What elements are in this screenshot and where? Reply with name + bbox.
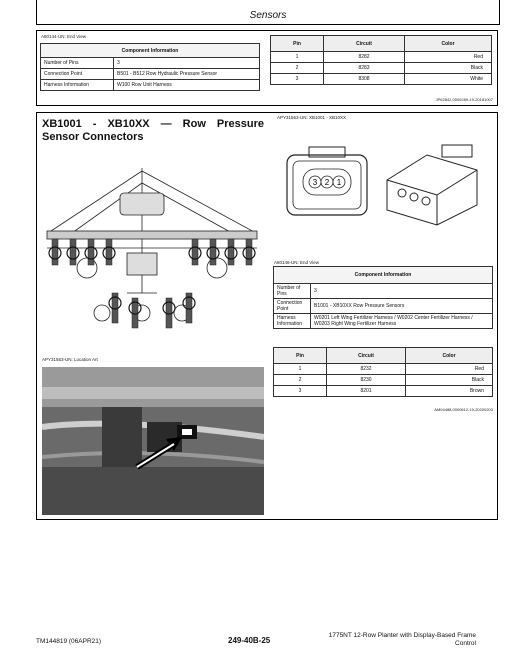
header-frame [36,0,500,25]
table-row: Connection Point B501 - B512 Row Hydraulic Pressure Sensor [41,69,260,80]
table-row: 1 8282 Red [271,52,492,63]
table-row: Harness Information W0201 Left Wing Fertilizer Harness / W0202 Center Fertilizer Harness / W0203 Right Wing Fertilizer Harness [274,314,493,329]
planter-illustration [42,153,262,338]
pin-label: 2 [324,178,330,187]
footer-doc-id: TM144819 (06APR21) [36,638,102,645]
table-row: 3 8308 White [271,74,492,85]
table-title: Component Information [41,44,260,58]
location-photo [42,367,264,515]
component-info-table [273,266,493,329]
table-row: 2 8283 Black [271,63,492,74]
connector-image-label: APY31563-UN: XB1001 - XB10XX [277,115,347,120]
pin-table: Pin Circuit Color 1 8282 Red 2 8283 Black 3 8308 White [270,35,492,85]
component-info-table [40,43,260,91]
page-title: Sensors [249,10,287,21]
pin-label: 1 [336,178,342,187]
figure-label: A80144-UN: End View [41,34,86,39]
table-row: 3 8201 Brown [274,386,493,397]
table-title: Component Information [274,267,493,284]
connector-end-view-image [277,125,497,233]
section-row-pressure-sensor-connectors [36,112,498,520]
table-row: 2 8230 Black [274,375,493,386]
table-row: 1 8232 Red [274,364,493,375]
footer-product: 1775NT 12-Row Planter with Display-Based Frame Control [328,632,476,647]
pin-label: 3 [312,178,318,187]
pin-table: Pin Circuit Color 1 8232 Red 2 8230 Black 3 8201 Brown [273,347,493,397]
section-heading: XB1001 - XB10XX — Row Pressure Sensor Connectors [42,118,264,143]
footer-page-number: 249-40B-25 [228,636,271,645]
table-row: Number of Pins 3 [274,284,493,299]
table-row: Number of Pins 3 [41,58,260,69]
reference-code: AM04488,0000612-19-20200203 [434,407,493,412]
table-row: Harness Information W100 Row Unit Harness [41,80,260,91]
figure-label: A80146-UN: End View [274,260,319,265]
reference-code: JP62842,0000289-19-20181007 [435,97,493,102]
table-row: Connection Point B1001 - XB10XX Row Pressure Sensors [274,299,493,314]
location-art-label: APY31553-UN: Location Art [42,357,98,362]
section-row-hydraulic-pressure-sensor [36,30,498,106]
